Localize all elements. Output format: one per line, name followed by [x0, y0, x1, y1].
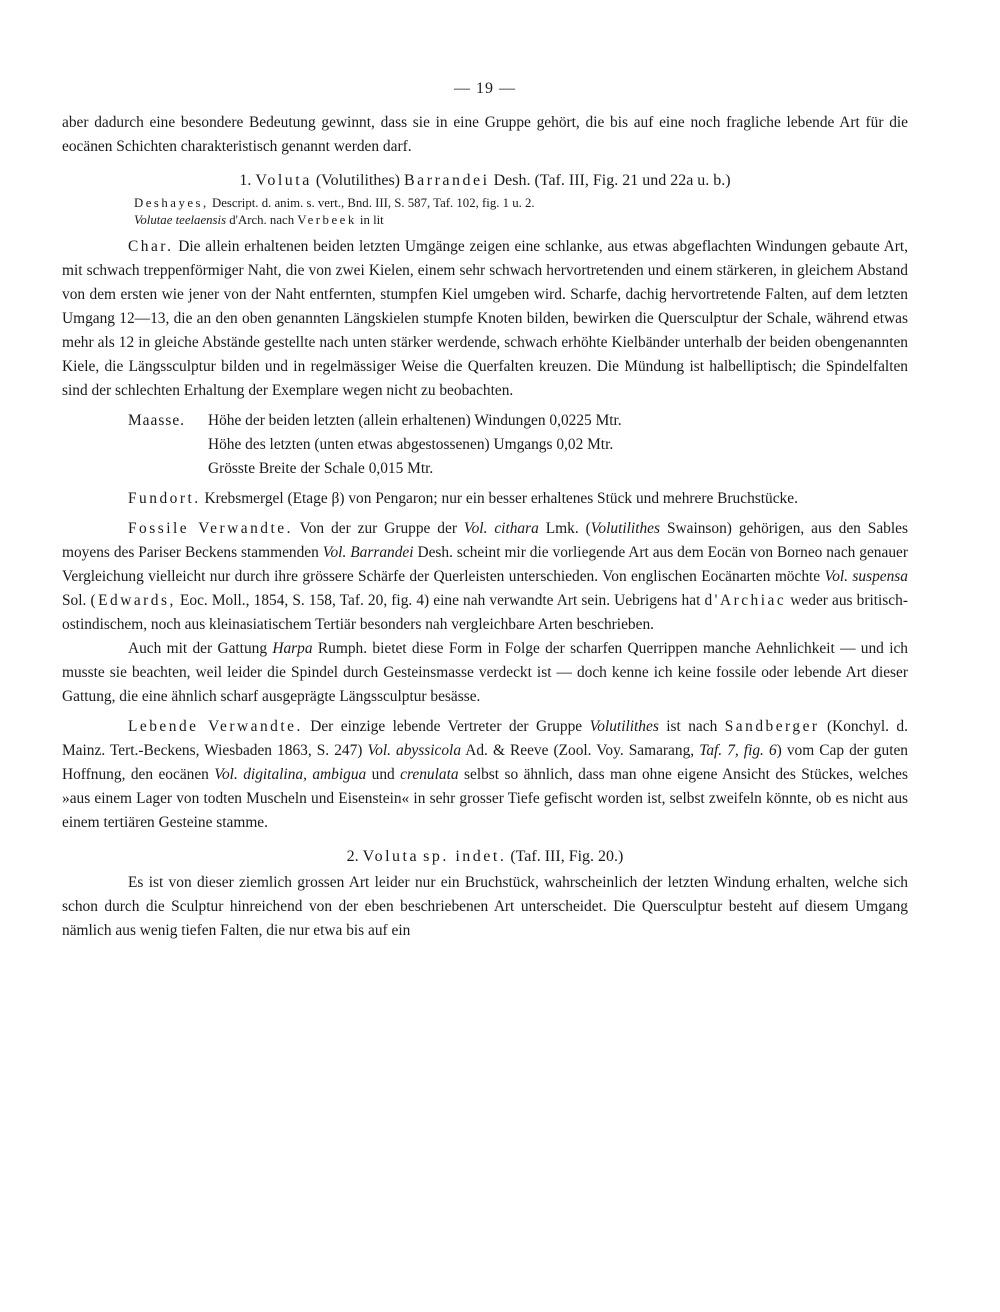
measurements: [62, 409, 908, 481]
species-1-heading: [62, 169, 908, 193]
species-genus: Voluta: [362, 848, 420, 865]
species-rest: (Taf. III, Fig. 20.): [510, 848, 624, 865]
section-label: Lebende Verwandte.: [128, 718, 303, 735]
measurement-line: Grösste Breite der Schale 0,015 Mtr.: [208, 460, 434, 477]
measurement-line: Höhe des letzten (unten etwas abgestossenen) Umgangs 0,02 Mtr.: [208, 436, 614, 453]
species-subgenus: (Volutilithes): [315, 172, 400, 189]
ref-author: Deshayes,: [134, 196, 209, 210]
ref-text: d'Arch. nach: [229, 213, 295, 227]
section-text: Krebsmergel (Etage β) von Pengaron; nur ein besser erhaltenes Stück und mehrere Bruchstücke.: [204, 490, 798, 507]
reference-1: [62, 195, 908, 212]
harpa-paragraph: Auch mit der Gattung Harpa Rumph. bietet diese Form in Folge der scharfen Querrippen manche Aehnlichkeit — und ich musste sie beachten, weil leider die Spindel durch Gesteinsmasse verdeckt ist — doch kenne ich keine fossile oder lebende Art dieser Gattung, die eine ähnlich scharf ausgeprägte Längssculptur besässe.: [62, 640, 908, 705]
page-number: — 19 —: [454, 80, 516, 97]
ref-author: Verbeek: [297, 213, 357, 227]
section-label: Fundort.: [128, 490, 201, 507]
species-number: 1.: [239, 172, 252, 189]
reference-2: [62, 212, 908, 229]
ref-text: Descript. d. anim. s. vert., Bnd. III, S. 587, Taf. 102, fig. 1 u. 2.: [211, 196, 535, 210]
section-label: Maasse.: [128, 412, 186, 429]
ref-species: Volutae teelaensis: [134, 213, 227, 227]
measurement-line: Höhe der beiden letzten (allein erhaltenen) Windungen 0,0225 Mtr.: [208, 412, 622, 429]
section-label: Char.: [128, 238, 174, 255]
char-paragraph: [62, 235, 908, 403]
species-genus: Voluta: [255, 172, 312, 189]
intro-paragraph: aber dadurch eine besondere Bedeutung gewinnt, dass sie in eine Gruppe gehört, die bis auf eine noch fragliche lebende Art für die eocänen Schichten charakteristisch genannt werden darf.: [62, 114, 908, 155]
species-name: sp. indet.: [423, 848, 507, 865]
section-text: Die allein erhaltenen beiden letzten Umgänge zeigen eine schlanke, aus etwas abgeflachten Windungen gebaute Art, mit schwach treppenförmiger Naht, die von zwei Kielen, einem sehr schwach hervortretenden und einem stärkeren, in gleichem Abstand von dem ersten wie jener von der Naht entfernten, stumpfen Kiel umgeben wird. Scharfe, dachig hervortretende Falten, auf dem letzten Umgang 12—13, die an den oben genannten Längskielen stumpfe Knoten bilden, bewirken die Quersculptur der Schale, während etwas mehr als 12 in gleiche Abstände gestellte nach unten stärker werdende, schwach erhöhte Kielbänder unterhalb der beiden obengenannten Kiele, die Längssculptur bilden und in regelmässiger Weise die Querfalten kreuzen. Die Mündung ist halbelliptisch; die Spindelfalten sind der schlechten Erhaltung der Exemplare wegen nicht zu beobachten.: [62, 238, 908, 399]
species-rest: Desh. (Taf. III, Fig. 21 und 22a u. b.): [493, 172, 731, 189]
page: [62, 80, 908, 943]
species-2-heading: [62, 845, 908, 869]
fossile-paragraph: Fossile Verwandte. Von der zur Gruppe der Vol. cithara Lmk. (Volutilithes Swainson) gehörigen, aus den Sables moyens des Pariser Beckens stammenden Vol. Barrandei Desh. scheint mir die vorliegende Art aus dem Eocän von Borneo nach genauer Vergleichung vielleicht nur durch ihre grössere Schärfe der Querleisten unterschieden. Von englischen Eocänarten möchte Vol. suspensa Sol. (Edwards, Eoc. Moll., 1854, S. 158, Taf. 20, fig. 4) eine nah verwandte Art sein. Uebrigens hat d'Archiac weder aus britisch-ostindischem, noch aus kleinasiatischem Tertiär besonders nah vergleichbare Arten beschrieben.: [62, 520, 908, 633]
species-number: 2.: [346, 848, 359, 865]
ref-text: in lit: [359, 213, 384, 227]
species-2-paragraph: Es ist von dieser ziemlich grossen Art leider nur ein Bruchstück, wahrscheinlich der letzten Windung erhalten, welche sich schon durch die Sculptur hinreichend von der eben beschriebenen Art unterscheidet. Die Quersculptur besteht auf diesem Umgang nämlich aus wenig tiefen Falten, die nur etwa bis auf ein: [62, 874, 908, 939]
fundort-paragraph: [62, 487, 908, 511]
lebende-paragraph: Lebende Verwandte. Der einzige lebende Vertreter der Gruppe Volutilithes ist nach Sandberger (Konchyl. d. Mainz. Tert.-Beckens, Wiesbaden 1863, S. 247) Vol. abyssicola Ad. & Reeve (Zool. Voy. Samarang, Taf. 7, fig. 6) vom Cap der guten Hoffnung, den eocänen Vol. digitalina, ambigua und crenulata selbst so ähnlich, dass man ohne eigene Ansicht des Stückes, welches »aus einem Lager von todten Muscheln und Eisenstein« in sehr grosser Tiefe gefischt worden ist, selbst zweifeln könnte, ob es nicht aus einem tertiären Gesteine stamme.: [62, 718, 909, 831]
section-label: Fossile Verwandte.: [128, 520, 293, 537]
species-name: Barrandei: [404, 172, 490, 189]
